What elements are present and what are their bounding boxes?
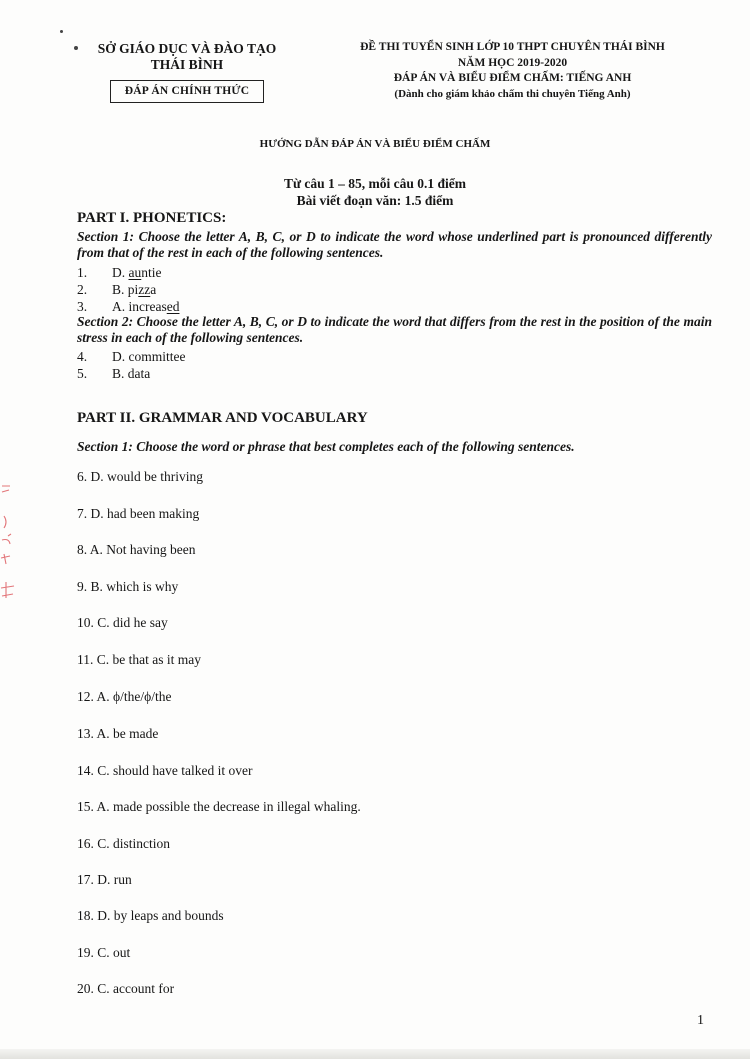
underlined-part: ed (166, 299, 180, 314)
province-name: THÁI BÌNH (150, 57, 224, 72)
answer-row-15: 15. A. made possible the decrease in illegal whaling. (77, 799, 361, 814)
answer-number: 3. (77, 299, 88, 314)
department-name: SỞ GIÁO DỤC VÀ ĐÀO TẠO (97, 41, 277, 56)
answer-text: B. pi (112, 282, 139, 297)
answer-text: D. (112, 265, 129, 280)
part1-section1-instruction: Section 1: Choose the letter A, B, C, or D to indicate the word whose underlined part is pronounced differently from that of the rest in each of the following sentences. (77, 229, 712, 260)
answer-text: a (150, 282, 157, 297)
part1-section2-instruction: Section 2: Choose the letter A, B, C, or D to indicate the word that differs from the rest in the position of the main stress in each of the following sentences. (77, 314, 712, 345)
answer-number: 4. (77, 349, 88, 364)
answer-number: 1. (77, 265, 88, 280)
scan-edge (0, 1049, 750, 1059)
official-answer-box: ĐÁP ÁN CHÍNH THỨC (110, 80, 264, 103)
header-right (335, 40, 690, 102)
underlined-part: zz (138, 282, 151, 297)
answer-row-3 (77, 299, 179, 315)
answer-row-2 (77, 282, 156, 298)
answer-text: B. data (112, 366, 151, 381)
header-left (62, 41, 312, 103)
answer-text: D. committee (112, 349, 186, 364)
answer-row-12: 12. A. ϕ/the/ϕ/the (77, 689, 172, 704)
answer-row-18: 18. D. by leaps and bounds (77, 908, 224, 923)
answer-row-6: 6. D. would be thriving (77, 469, 203, 484)
answer-row-7: 7. D. had been making (77, 506, 200, 521)
answer-key-title: ĐÁP ÁN VÀ BIỂU ĐIỂM CHẤM: TIẾNG ANH (393, 72, 632, 84)
scan-speck (60, 30, 63, 33)
part1-title: PART I. PHONETICS: (77, 210, 227, 226)
answer-text: A. increas (112, 299, 167, 314)
answer-row-20: 20. C. account for (77, 981, 175, 996)
answer-row-5 (77, 366, 150, 382)
exam-title: ĐỀ THI TUYỂN SINH LỚP 10 THPT CHUYÊN THÁI BÌNH (360, 41, 665, 53)
answer-row-16: 16. C. distinction (77, 836, 171, 851)
answer-row-8: 8. A. Not having been (77, 542, 196, 557)
guide-title: HƯỚNG DẪN ĐÁP ÁN VÀ BIỂU ĐIỂM CHẤM (259, 138, 491, 150)
scoring-block (0, 175, 750, 209)
answer-row-9: 9. B. which is why (77, 579, 179, 594)
part2-title: PART II. GRAMMAR AND VOCABULARY (77, 410, 368, 426)
answer-row-17: 17. D. run (77, 872, 132, 887)
red-stamp-fragment (0, 478, 18, 608)
examiner-note: (Dành cho giám khảo chấm thi chuyên Tiếng Anh) (394, 87, 631, 100)
school-year: NĂM HỌC 2019-2020 (457, 56, 568, 69)
answer-row-14: 14. C. should have talked it over (77, 763, 253, 778)
answer-row-11: 11. C. be that as it may (77, 652, 201, 667)
answer-row-10: 10. C. did he say (77, 615, 168, 630)
answer-row-19: 19. C. out (77, 945, 131, 960)
answer-row-1 (77, 265, 162, 281)
underlined-part: au (128, 265, 142, 280)
answer-text: ntie (141, 265, 162, 280)
scoring-line-2: Bài viết đoạn văn: 1.5 điểm (296, 193, 454, 208)
answer-number: 2. (77, 282, 88, 297)
scoring-line-1: Từ câu 1 – 85, mỗi câu 0.1 điểm (283, 176, 467, 191)
answer-row-4 (77, 349, 185, 365)
page-number: 1 (697, 1013, 704, 1028)
part2-section1-instruction: Section 1: Choose the word or phrase that best completes each of the following sentences. (77, 439, 575, 454)
answer-number: 5. (77, 366, 88, 381)
answer-row-13: 13. A. be made (77, 726, 159, 741)
